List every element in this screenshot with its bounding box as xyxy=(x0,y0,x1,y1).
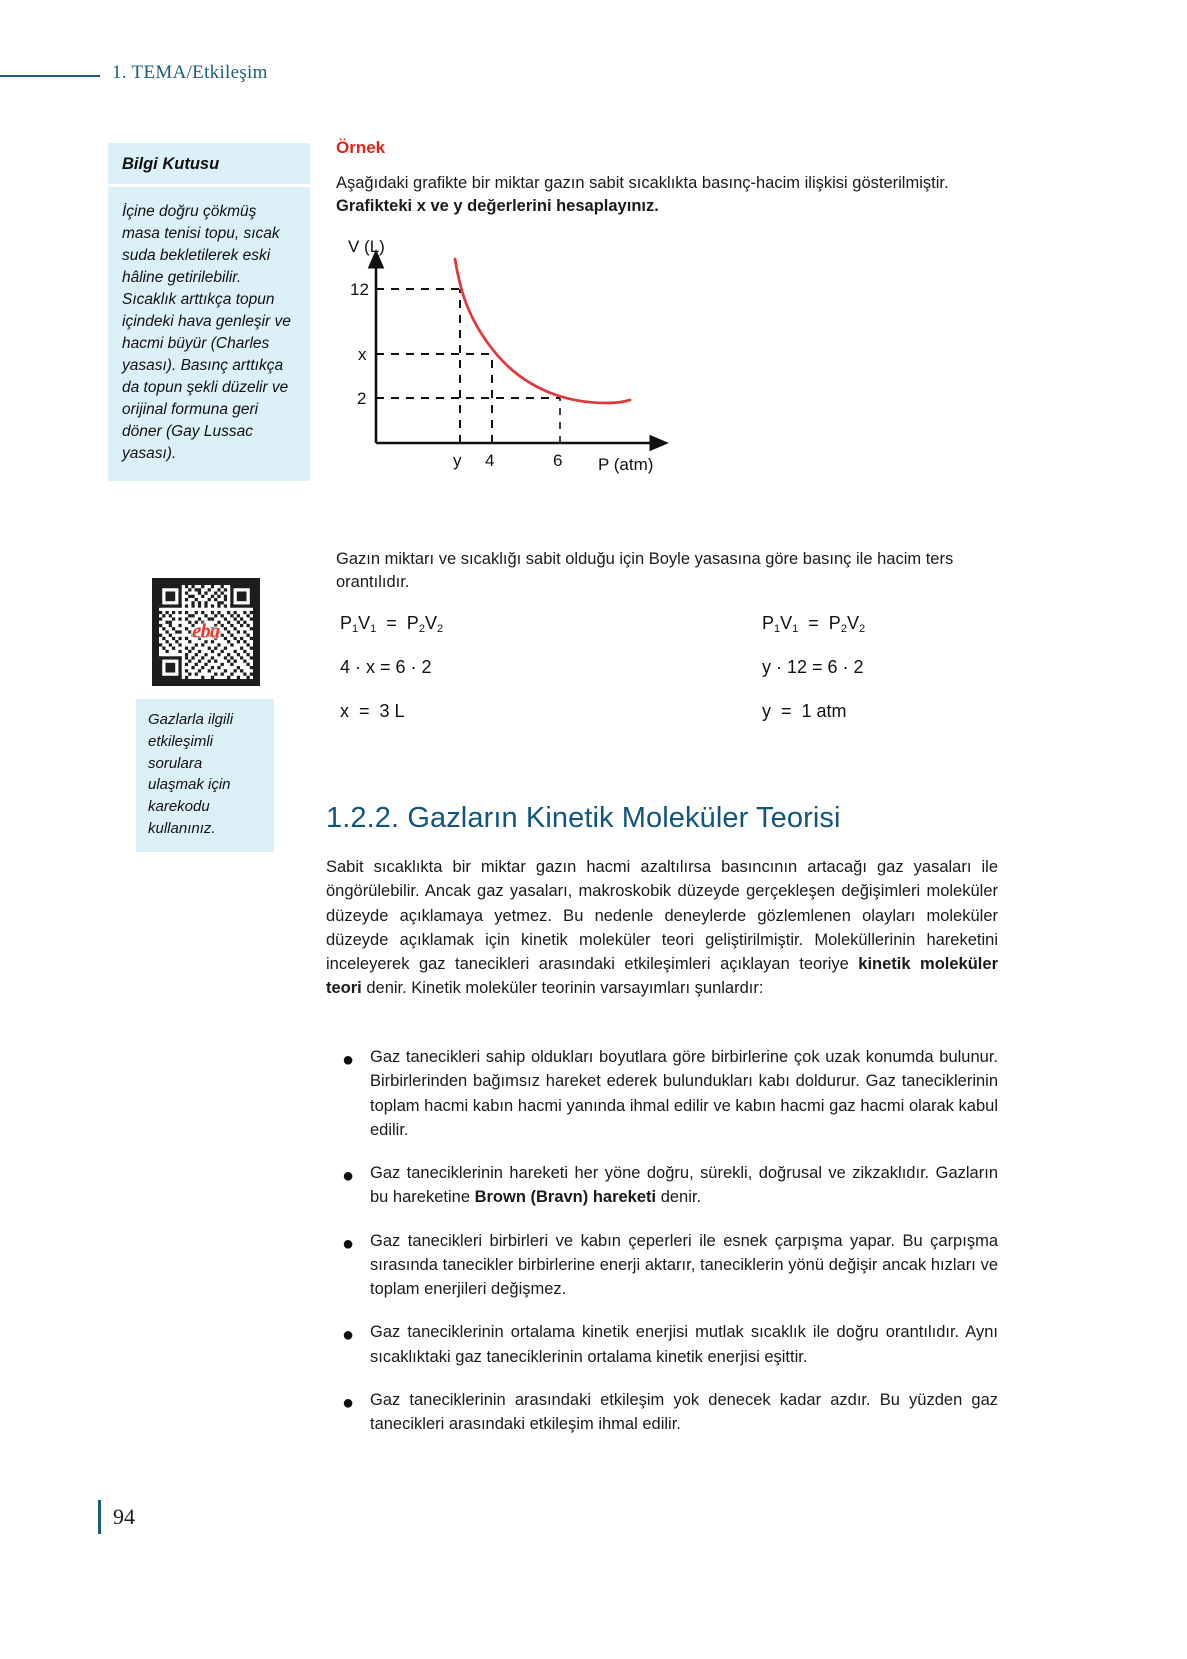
list-item-text xyxy=(370,1161,998,1210)
list-item-text-part1: Gaz tanecikleri sahip oldukları boyutlara göre birbirlerine çok uzak konumda bulunur. Birbirlerinden bağımsız hareket ederek bulundukları kabı doldurur. Gaz taneciklerinin toplam hacmi kabın hacmi yanında ihmal edilir ve kabın hacmi gaz hacmi olarak kabul edilir. xyxy=(370,1048,998,1139)
equation-right-3: y = 1 atm xyxy=(762,701,847,721)
equation-left-2: 4 · x = 6 · 2 xyxy=(340,657,432,677)
list-item-text xyxy=(370,1045,998,1142)
example-question-plain: Aşağıdaki grafikte bir miktar gazın sabit sıcaklıkta basınç-hacim ilişkisi gösterilmiştir. xyxy=(336,174,949,192)
chart-x-axis-label: P (atm) xyxy=(598,455,654,474)
list-item-text-part2: denir. xyxy=(656,1188,702,1207)
section-paragraph-part1: Sabit sıcaklıkta bir miktar gazın hacmi azaltılırsa basıncının artacağı gaz yasaları ile öngörülebilir. Ancak gaz yasaları, makroskobik düzeyde gerçekleşen değişimleri moleküler düzeyde açıklamaya yetmez. Bu nedenle deneylerde gözlemlenen olayları moleküler düzeyde açıklamak için kinetik moleküler teori geliştirilmiştir. Moleküllerinin hareketini inceleyerek gaz tanecikleri arasındaki etkileşimleri açıklayan teoriye xyxy=(326,858,998,973)
chart-x-tick-6: 6 xyxy=(553,451,563,470)
page-number: 94 xyxy=(113,1504,135,1529)
page-header xyxy=(0,62,1187,92)
equation-right-2: y · 12 = 6 · 2 xyxy=(762,657,864,677)
explanation-paragraph: Gazın miktarı ve sıcaklığı sabit olduğu için Boyle yasasına göre basınç ile hacim ters orantılıdır. xyxy=(336,550,954,592)
bullet-dot-icon: ● xyxy=(341,1049,355,1071)
list-item-text-part1: Gaz taneciklerinin ortalama kinetik enerjisi mutlak sıcaklık ile doğru orantılıdır. Aynı sıcaklıktaki gaz taneciklerinin ortalama kinetik enerjisi eşittir. xyxy=(370,1323,998,1366)
section-paragraph xyxy=(326,855,998,1001)
equation-left-3: x = 3 L xyxy=(340,701,405,721)
chart-curve-boyle xyxy=(455,259,630,403)
chart-svg xyxy=(336,232,676,484)
header-title: 1. TEMA/Etkileşim xyxy=(112,62,268,83)
list-item xyxy=(326,1320,998,1369)
qr-code-inner xyxy=(159,585,253,679)
bullet-dot-icon: ● xyxy=(341,1324,355,1347)
pressure-volume-chart xyxy=(336,232,676,484)
chart-y-tick-12: 12 xyxy=(350,280,369,299)
equations-block xyxy=(336,613,996,745)
list-item xyxy=(326,1045,998,1142)
chart-y-axis-label: V (L) xyxy=(348,237,385,256)
list-item-text-part1: Gaz taneciklerinin arasındaki etkileşim yok denecek kadar azdır. Bu yüzden gaz tanecikleri arasındaki etkileşim ihmal edilir. xyxy=(370,1390,998,1433)
eba-logo: eba xyxy=(192,620,220,643)
section-paragraph-part2: denir. Kinetik moleküler teorinin varsayımları şunlardır: xyxy=(361,979,764,998)
page-number-rule xyxy=(98,1500,101,1534)
header-rule xyxy=(0,75,100,77)
assumptions-list xyxy=(326,1045,998,1455)
section-heading: 1.2.2. Gazların Kinetik Moleküler Teorisi xyxy=(326,802,841,834)
example-label: Örnek xyxy=(336,138,386,157)
chart-y-tick-2: 2 xyxy=(357,389,367,408)
list-item-text xyxy=(370,1388,998,1437)
chart-x-tick-y: y xyxy=(453,451,462,470)
info-box-body: İçine doğru çökmüş masa tenisi topu, sıcak suda bekletilerek eski hâline getirilebilir. Sıcaklık arttıkça topun içindeki hava genleşir ve hacmi büyür (Charles yasası). Basınç arttıkça da topun şekli düzelir ve orijinal formuna geri döner (Gay Lussac yasası). xyxy=(122,203,291,462)
section-paragraph-bold: kinetik moleküler teori xyxy=(326,955,998,998)
chart-x-tick-4: 4 xyxy=(485,451,495,470)
qr-caption: Gazlarla ilgili etkileşimli sorulara ulaşmak için karekodu kullanınız. xyxy=(136,699,274,852)
list-item-text-part1: Gaz tanecikleri birbirleri ve kabın çeperleri ile esnek çarpışma yapar. Bu çarpışma sırasında tanecikler birbirlerine enerji aktarır, taneciklerin yönü değişir ancak hızları ve toplam enerjileri değişmez. xyxy=(370,1231,998,1298)
equation-row xyxy=(336,613,996,657)
list-item xyxy=(326,1388,998,1437)
info-box xyxy=(108,143,310,481)
bullet-dot-icon: ● xyxy=(341,1232,355,1255)
equation-left-1: $P_1V_1 = P_2V_2$ xyxy=(340,613,444,635)
bullet-dot-icon: ● xyxy=(341,1391,355,1414)
example-question xyxy=(336,172,988,219)
chart-y-tick-x: x xyxy=(358,345,367,364)
list-item-text xyxy=(370,1320,998,1369)
list-item-text-part1: Gaz taneciklerinin hareketi her yöne doğru, sürekli, doğrusal ve zikzaklıdır. Gazların bu hareketine xyxy=(370,1164,998,1207)
equation-row xyxy=(336,657,996,701)
list-item-text-bold: Brown (Bravn) hareketi xyxy=(474,1188,657,1207)
page-footer xyxy=(98,1500,135,1534)
bullet-dot-icon: ● xyxy=(341,1165,355,1187)
list-item-text xyxy=(370,1229,998,1302)
equation-right-1: $P_1V_1 = P_2V_2$ xyxy=(762,613,866,635)
info-box-title: Bilgi Kutusu xyxy=(122,155,220,173)
equation-row xyxy=(336,701,996,745)
list-item xyxy=(326,1229,998,1302)
example-question-bold: Grafikteki x ve y değerlerini hesaplayınız. xyxy=(336,197,659,216)
list-item xyxy=(326,1161,998,1210)
qr-code[interactable] xyxy=(152,578,260,686)
